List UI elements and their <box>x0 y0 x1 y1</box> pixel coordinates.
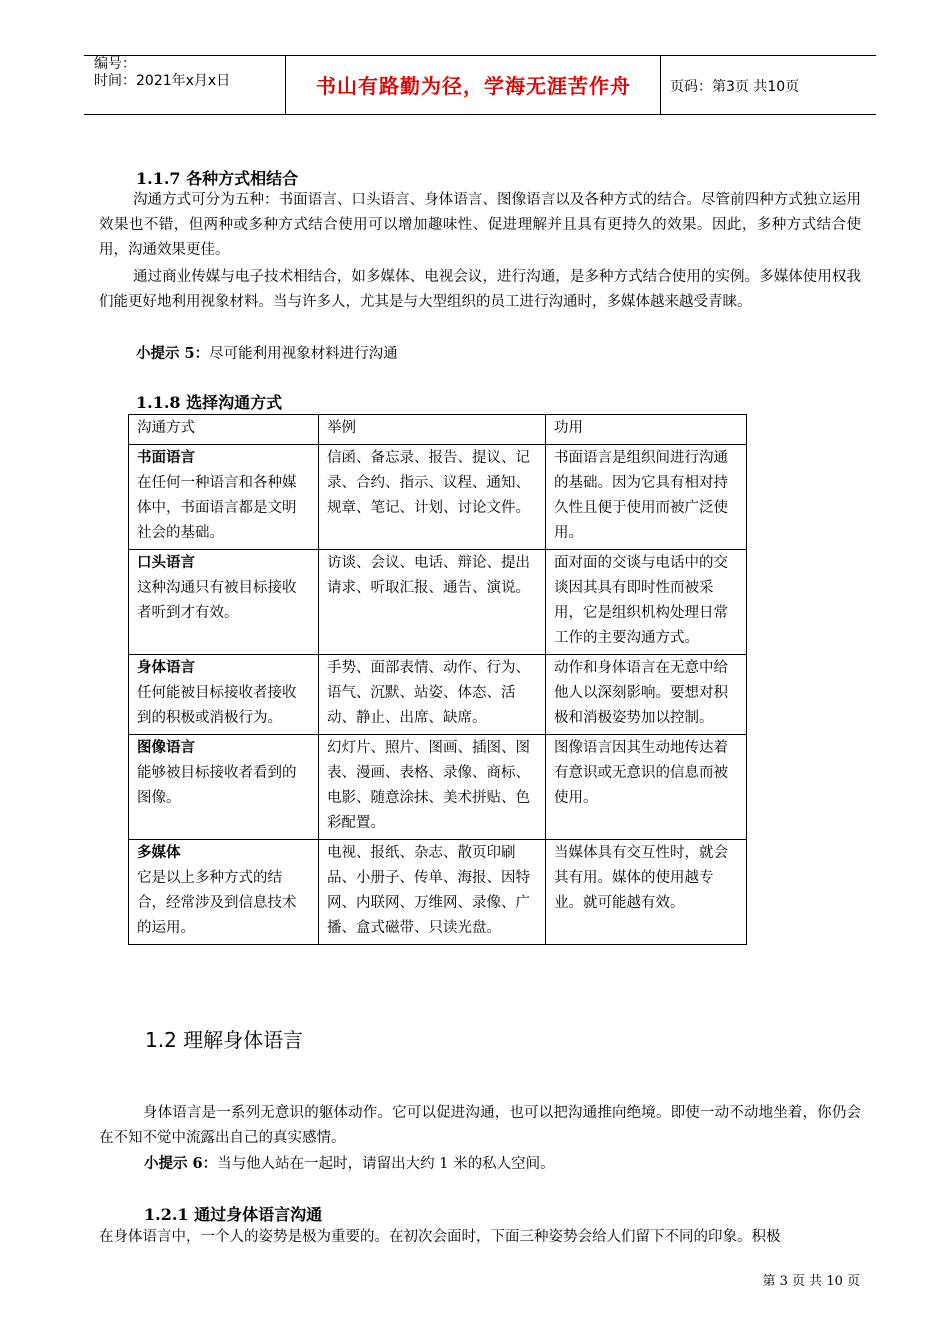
header-meta <box>94 56 230 90</box>
table-cell-example: 手势、面部表情、动作、行为、语气、沉默、站姿、体态、活动、静止、出席、缺席。 <box>319 655 546 735</box>
tip-6 <box>144 1152 555 1173</box>
section-121-heading: 1.2.1 通过身体语言沟通 <box>144 1205 323 1224</box>
tip-5-label: 小提示 5： <box>136 345 210 362</box>
method-title: 图像语言 <box>137 740 195 756</box>
section-118-heading: 1.1.8 选择沟通方式 <box>136 393 283 412</box>
communication-methods-table <box>128 414 747 945</box>
table-header-row <box>129 415 747 445</box>
table-header-example: 举例 <box>319 415 546 445</box>
table-header-method: 沟通方式 <box>129 415 319 445</box>
header-page-info: 页码：第3页 共10页 <box>670 79 800 95</box>
tip-6-label: 小提示 6： <box>144 1155 218 1172</box>
section-121-para1: 在身体语言中，一个人的姿势是极为重要的。在初次会面时，下面三种姿势会给人们留下不同的印象。积极 <box>99 1229 781 1245</box>
table-cell-example: 幻灯片、照片、图画、插图、图表、漫画、表格、录像、商标、电影、随意涂抹、美术拼贴、色彩配置。 <box>319 735 546 840</box>
tip-5-text: 尽可能利用视象材料进行沟通 <box>209 346 398 362</box>
table-cell-example: 访谈、会议、电话、辩论、提出请求、听取汇报、通告、演说。 <box>319 550 546 655</box>
section-12-para1: 身体语言是一系列无意识的躯体动作。它可以促进沟通，也可以把沟通推向绝境。即使一动不动地坐着，你仍会在不知不觉中流露出自己的真实感情。 <box>99 1105 861 1146</box>
table-row <box>129 445 747 550</box>
header-motto: 书山有路勤为径，学海无涯苦作舟 <box>316 74 631 98</box>
table-cell-method <box>129 445 319 550</box>
table-cell-use: 动作和身体语言在无意中给他人以深刻影响。要想对积极和消极姿势加以控制。 <box>546 655 747 735</box>
table-cell-example: 信函、备忘录、报告、提议、记录、合约、指示、议程、通知、规章、笔记、计划、讨论文件。 <box>319 445 546 550</box>
section-117-heading: 1.1.7 各种方式相结合 <box>136 169 299 188</box>
method-desc: 任何能被目标接收者接收到的积极或消极行为。 <box>137 685 297 726</box>
footer-page-info: 第 3 页 共 10 页 <box>762 1274 860 1289</box>
table-header-use: 功用 <box>546 415 747 445</box>
table-cell-method <box>129 655 319 735</box>
method-title: 身体语言 <box>137 660 195 676</box>
method-desc: 能够被目标接收者看到的图像。 <box>137 765 297 806</box>
method-title: 书面语言 <box>137 450 195 466</box>
table-cell-use: 图像语言因其生动地传达着有意识或无意识的信息而被使用。 <box>546 735 747 840</box>
method-title: 口头语言 <box>137 555 195 571</box>
header-divider-left <box>285 56 286 114</box>
table-cell-use: 书面语言是组织间进行沟通的基础。因为它具有相对持久性且便于使用而被广泛使用。 <box>546 445 747 550</box>
header-divider-right <box>660 56 661 114</box>
method-desc: 它是以上多种方式的结合，经常涉及到信息技术的运用。 <box>137 870 297 936</box>
table-cell-method <box>129 550 319 655</box>
table-cell-method <box>129 840 319 945</box>
header-time-label: 时间：2021年x月x日 <box>94 73 231 89</box>
table-row <box>129 655 747 735</box>
header-number-label: 编号： <box>94 56 136 72</box>
section-117-para1: 沟通方式可分为五种：书面语言、口头语言、身体语言、图像语言以及各种方式的结合。尽管前四种方式独立运用效果也不错，但两种或多种方式结合使用可以增加趣味性、促进理解并且具有更持久的效果。因此，多种方式结合使用，沟通效果更佳。 <box>99 192 861 258</box>
table-cell-use: 面对面的交谈与电话中的交谈因其具有即时性而被采用，它是组织机构处理日常工作的主要沟通方式。 <box>546 550 747 655</box>
tip-6-text: 当与他人站在一起时，请留出大约 1 米的私人空间。 <box>217 1156 555 1172</box>
table-row <box>129 735 747 840</box>
table-row <box>129 550 747 655</box>
method-desc: 这种沟通只有被目标接收者听到才有效。 <box>137 580 297 621</box>
header-bottom-rule <box>84 114 876 115</box>
tip-5 <box>136 342 398 363</box>
table-cell-method <box>129 735 319 840</box>
table-row <box>129 840 747 945</box>
method-desc: 在任何一种语言和各种媒体中，书面语言都是文明社会的基础。 <box>137 475 297 541</box>
method-title: 多媒体 <box>137 845 181 861</box>
table-cell-example: 电视、报纸、杂志、散页印刷品、小册子、传单、海报、因特网、内联网、万维网、录像、广播、盒式磁带、只读光盘。 <box>319 840 546 945</box>
section-117-para2: 通过商业传媒与电子技术相结合，如多媒体、电视会议，进行沟通，是多种方式结合使用的实例。多媒体使用权我们能更好地利用视象材料。当与许多人，尤其是与大型组织的员工进行沟通时，多媒体越来越受青睐。 <box>99 269 861 310</box>
table-cell-use: 当媒体具有交互性时，就会 其有用。媒体的使用越专业。就可能越有效。 <box>546 840 747 945</box>
section-12-heading: 1.2 理解身体语言 <box>145 1028 304 1052</box>
